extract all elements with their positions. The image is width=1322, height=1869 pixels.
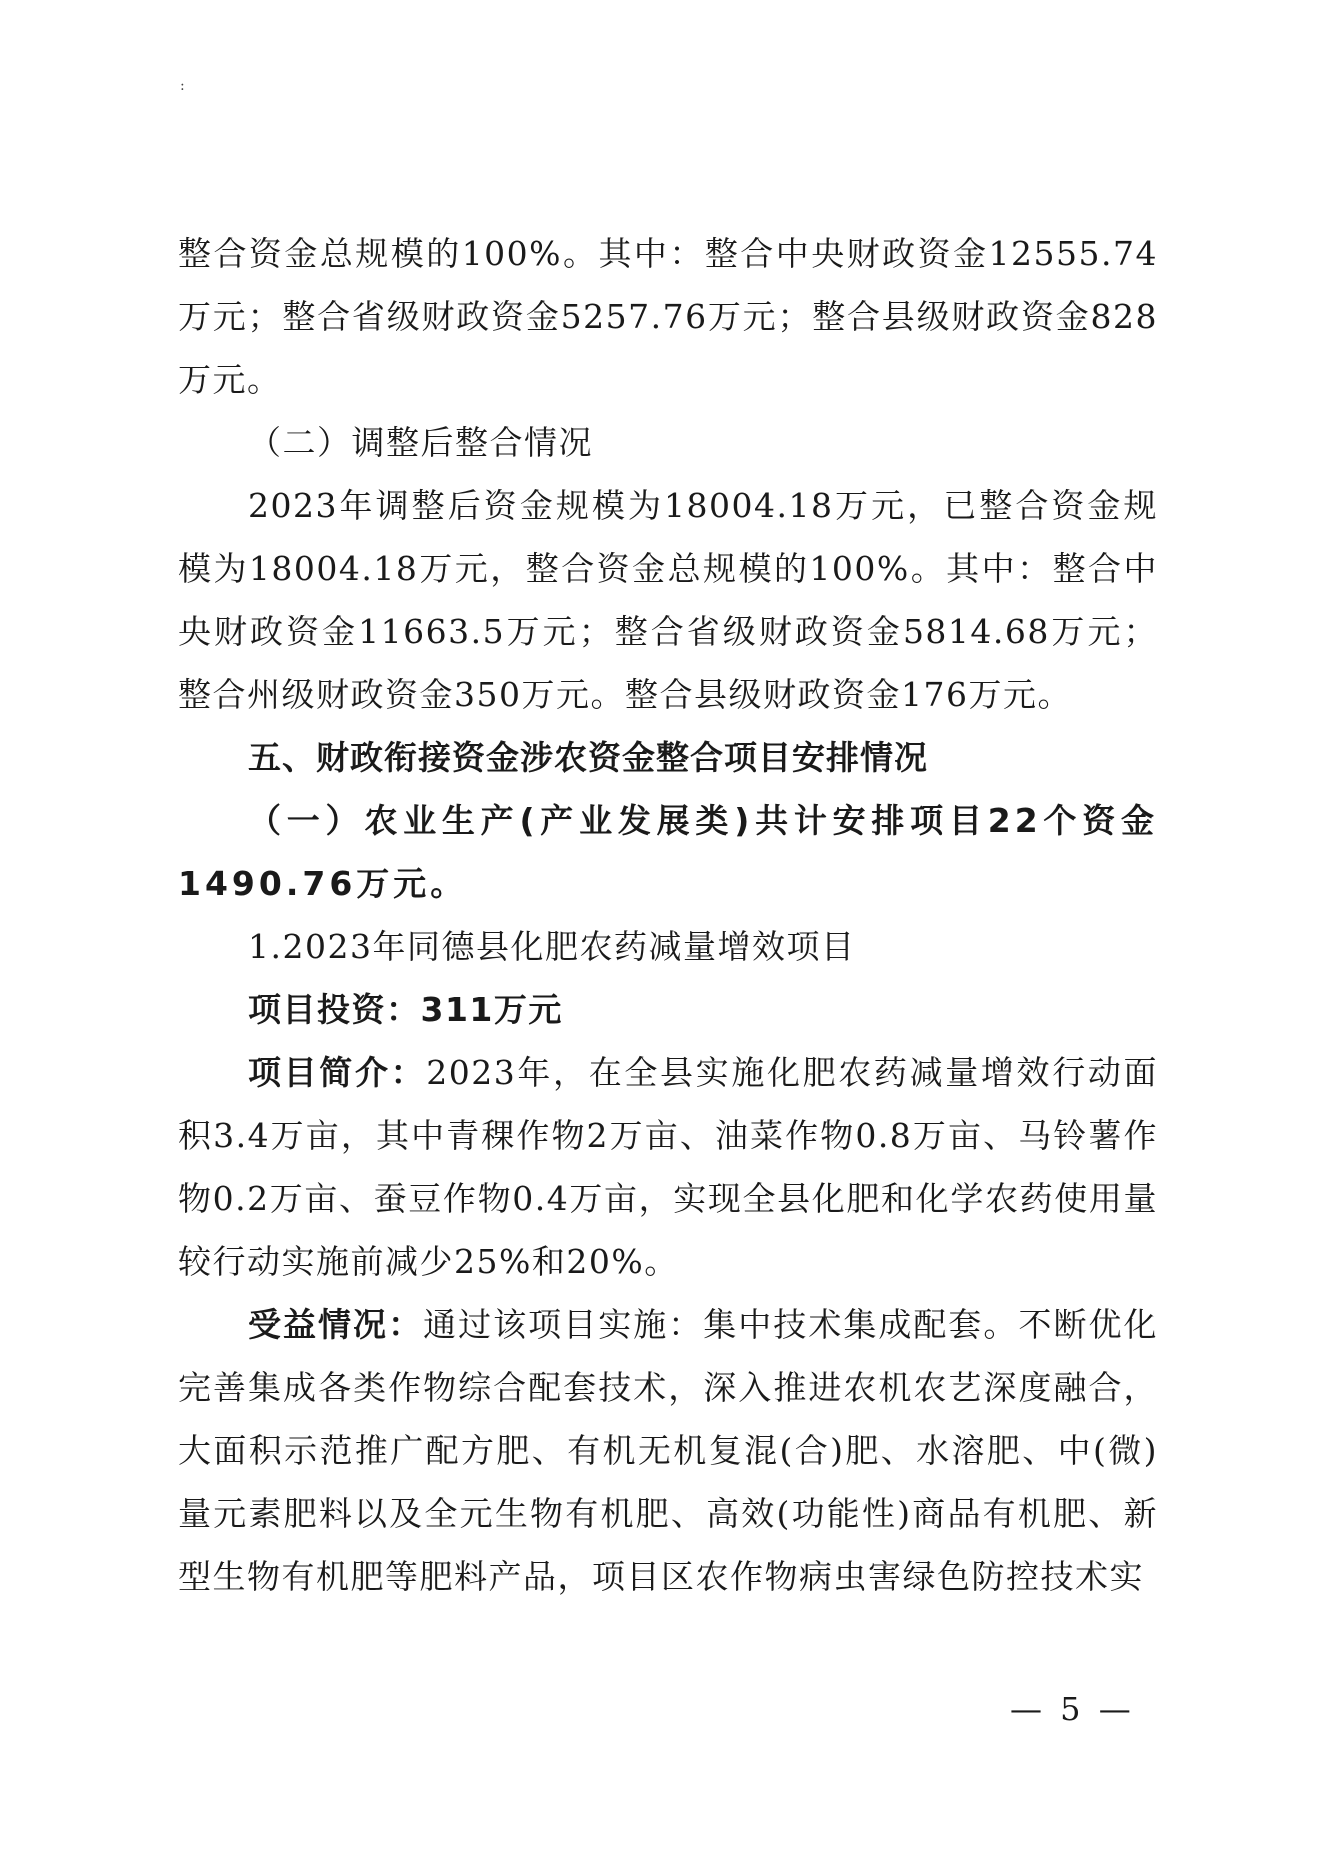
project-investment: [178, 978, 1158, 1041]
heading-section-five: 五、财政衔接资金涉农资金整合项目安排情况: [248, 738, 928, 777]
heading-agri-production: （一）农业生产(产业发展类)共计安排项目22个资金1490.76万元。: [178, 801, 1158, 903]
project-benefit: [178, 1293, 1158, 1608]
benefit-text: 通过该项目实施：集中技术集成配套。不断优化完善集成各类作物综合配套技术，深入推进农机农艺深度融合，大面积示范推广配方肥、有机无机复混(合)肥、水溶肥、中(微)量元素肥料以及全元生物有机肥、高效(功能性)商品有机肥、新型生物有机肥等肥料产品，项目区农作物病虫害绿色防控技术实: [178, 1305, 1159, 1596]
heading-adjusted-integration: （二）调整后整合情况: [248, 423, 593, 462]
item-title-fertilizer-project: 1.2023年同德县化肥农药减量增效项目: [248, 927, 856, 966]
investment-value: 311万元: [420, 990, 563, 1029]
paragraph-funding-summary: 整合资金总规模的100%。其中：整合中央财政资金12555.74万元；整合省级财政资金5257.76万元；整合县级财政资金828万元。: [178, 234, 1158, 399]
corner-mark: :: [180, 78, 185, 94]
paragraph-adjusted-integration: 2023年调整后资金规模为18004.18万元，已整合资金规模为18004.18万元，整合资金总规模的100%。其中：整合中央财政资金11663.5万元；整合省级财政资金5814.68万元；整合州级财政资金350万元。整合县级财政资金176万元。: [178, 486, 1158, 714]
intro-label: 项目简介：: [248, 1053, 427, 1092]
project-intro: [178, 1041, 1158, 1293]
intro-text: 2023年，在全县实施化肥农药减量增效行动面积3.4万亩，其中青稞作物2万亩、油菜作物0.8万亩、马铃薯作物0.2万亩、蚕豆作物0.4万亩，实现全县化肥和化学农药使用量较行动实施前减少25%和20%。: [178, 1053, 1158, 1281]
page-number: — 5 —: [1010, 1690, 1135, 1728]
investment-label: 项目投资：: [248, 990, 421, 1029]
benefit-label: 受益情况：: [248, 1305, 424, 1344]
document-body: [178, 222, 1158, 1608]
